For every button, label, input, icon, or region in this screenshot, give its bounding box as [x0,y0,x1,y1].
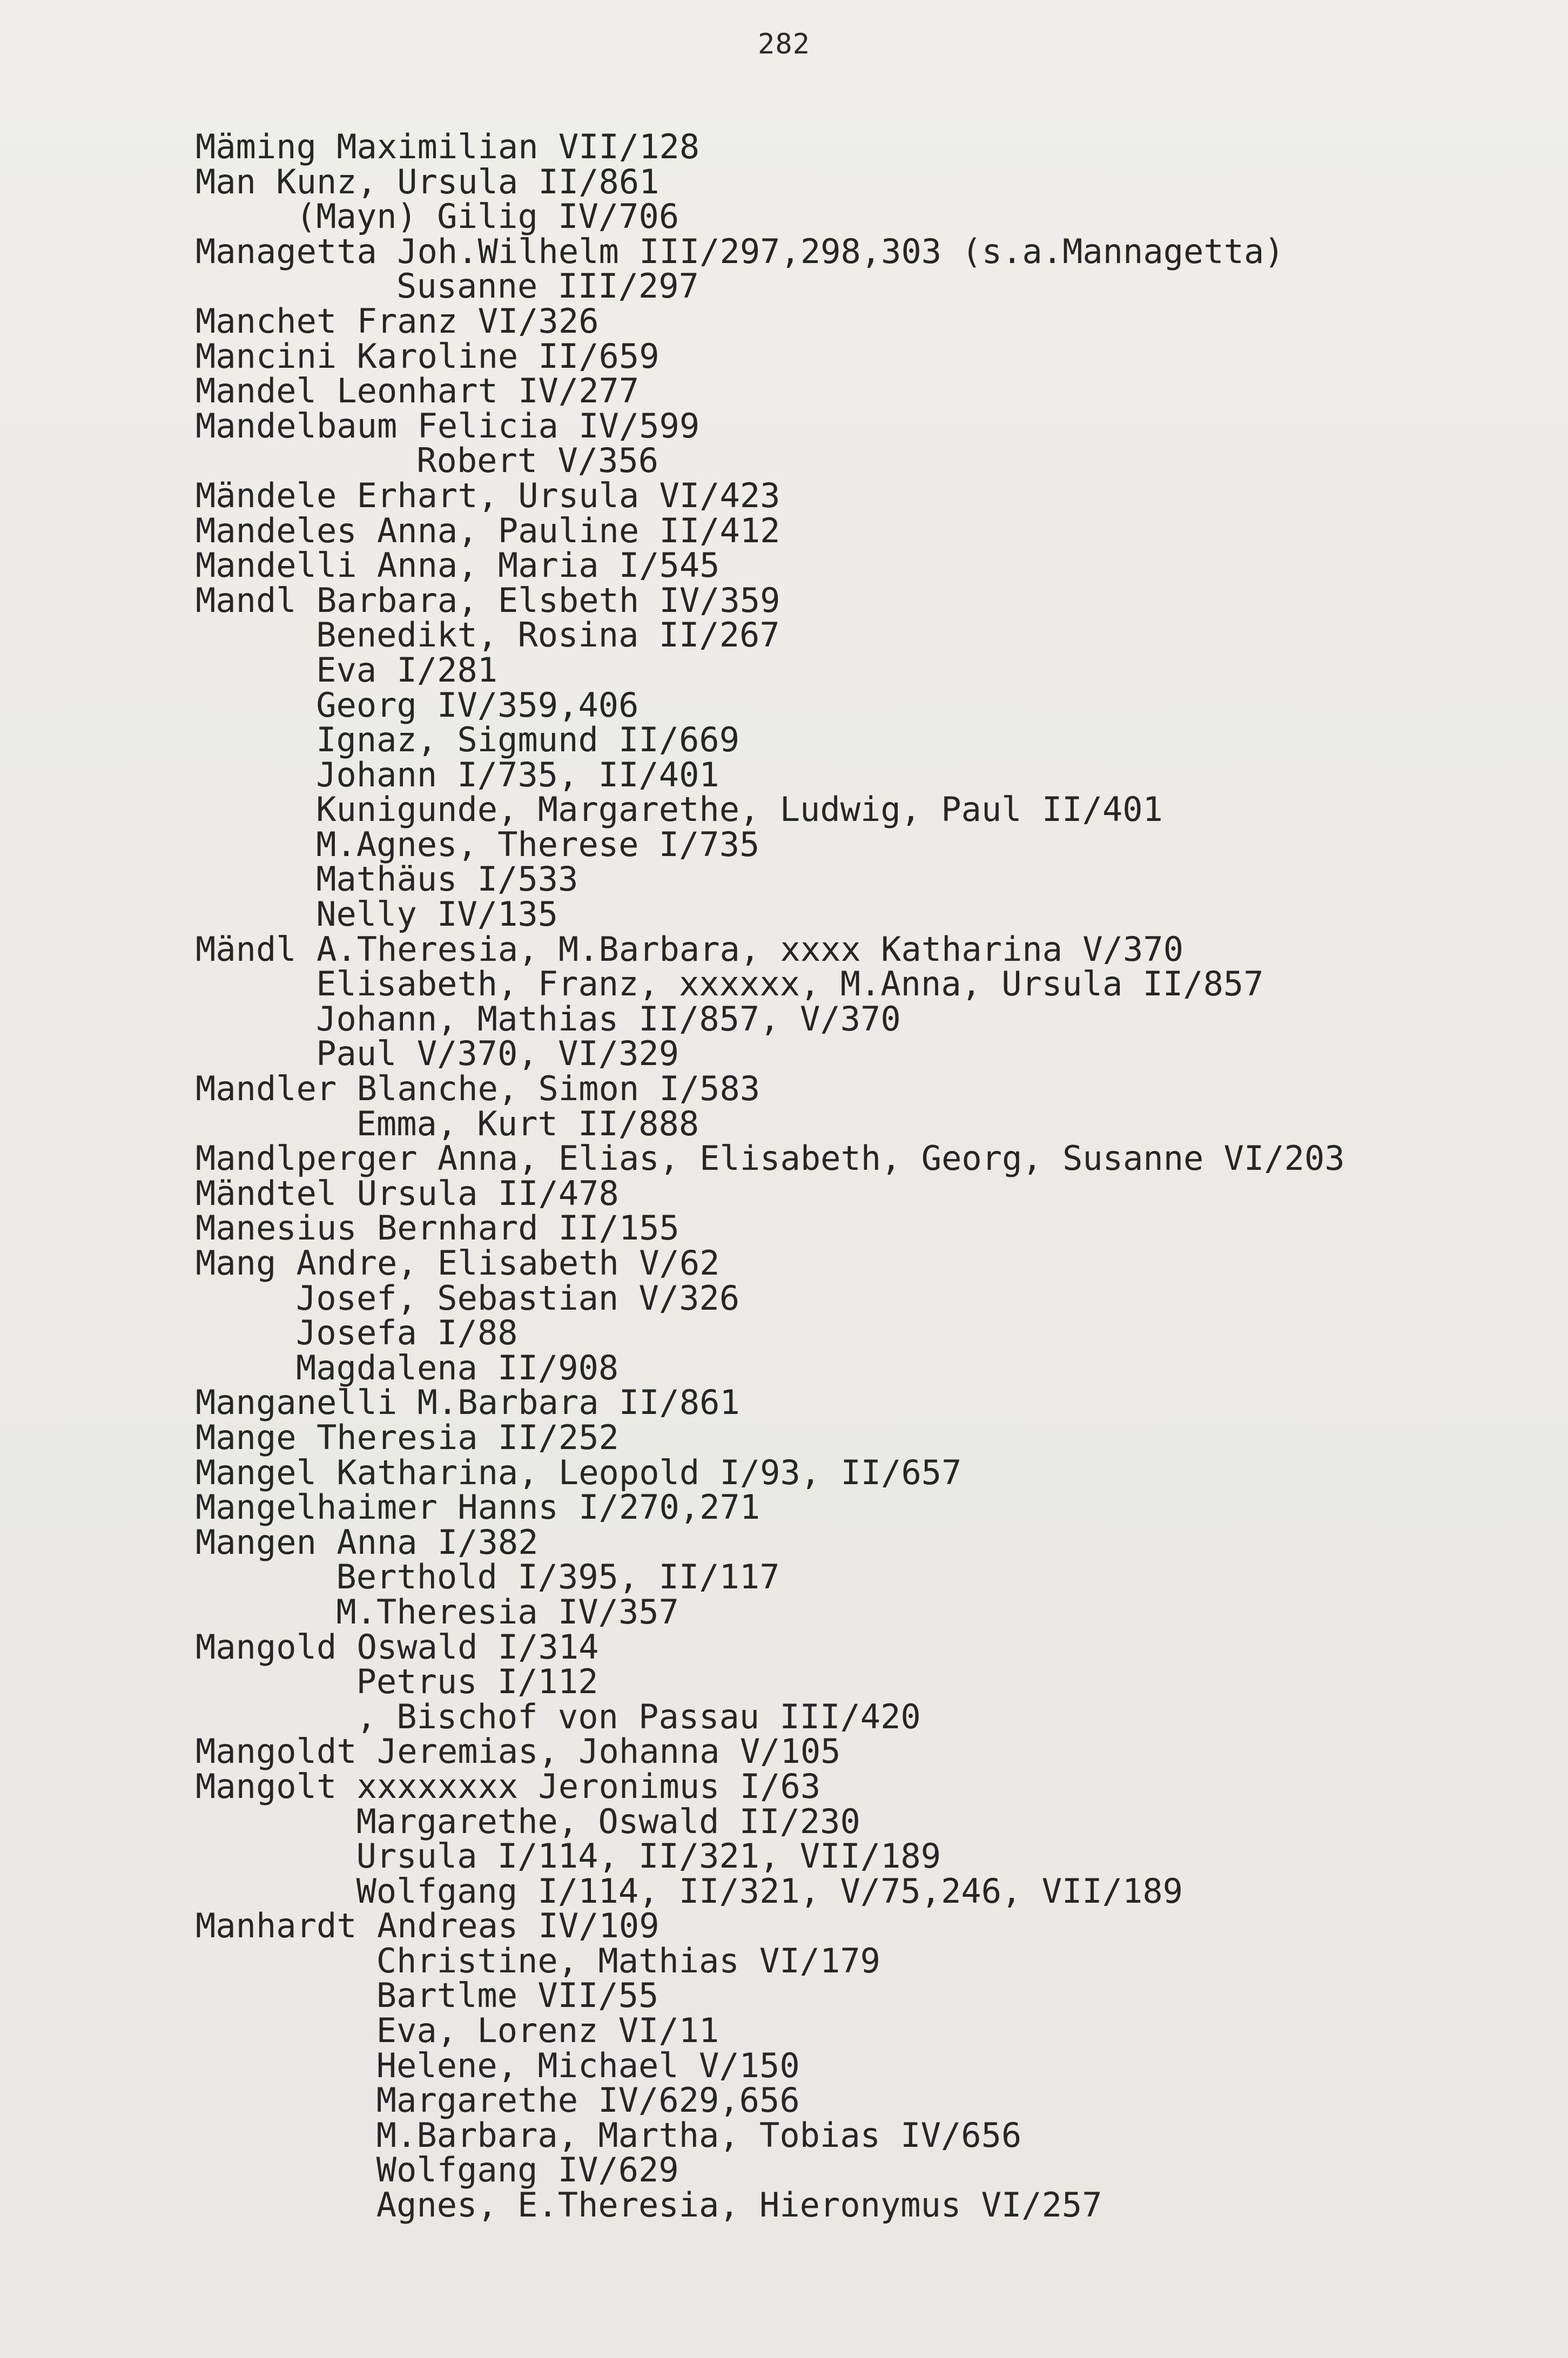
index-entry: Mandlperger Anna, Elias, Elisabeth, Georg, Susanne VI/203 [196,1138,1345,1178]
index-subentry: Benedikt, Rosina II/267 [316,615,780,655]
index-subentry: , Bischof von Passau III/420 [356,1696,921,1736]
page-number: 282 [758,28,810,60]
index-entry: Mancini Karoline II/659 [196,336,659,376]
index-entry: Manhardt Andreas IV/109 [196,1906,659,1946]
index-entry: Mändtel Ursula II/478 [196,1173,619,1213]
index-entry: Mange Theresia II/252 [196,1417,619,1457]
index-entry: Managetta Joh.Wilhelm III/297,298,303 (s.a.Mannagetta) [196,231,1284,271]
index-entry: Manesius Bernhard II/155 [196,1208,679,1248]
index-subentry: M.Agnes, Therese I/735 [316,824,760,864]
index-entry: Mändl A.Theresia, M.Barbara, xxxx Katharina V/370 [196,929,1184,969]
index-subentry: Ignaz, Sigmund II/669 [316,720,740,760]
index-subentry: Susanne III/297 [396,266,699,306]
index-subentry: M.Theresia IV/357 [336,1592,679,1632]
index-entry: Man Kunz, Ursula II/861 [196,161,659,201]
index-subentry: Bartlme VII/55 [376,1976,659,2016]
index-entry: Mangen Anna I/382 [196,1522,539,1562]
index-entry: Mandelli Anna, Maria I/545 [196,545,720,585]
index-subentry: Margarethe IV/629,656 [376,2080,800,2120]
index-subentry: Wolfgang IV/629 [376,2150,679,2190]
index-subentry: Paul V/370, VI/329 [316,1034,679,1074]
index-subentry: Josef, Sebastian V/326 [296,1278,740,1318]
index-subentry: Petrus I/112 [356,1662,598,1702]
index-entry: Mandl Barbara, Elsbeth IV/359 [196,580,780,620]
index-subentry: Mathäus I/533 [316,859,578,899]
index-subentry: Agnes, E.Theresia, Hieronymus VI/257 [376,2185,1102,2225]
index-subentry: Wolfgang I/114, II/321, V/75,246, VII/189 [356,1871,1183,1911]
index-entry: Manchet Franz VI/326 [196,301,599,341]
index-entry: Mäming Maximilian VII/128 [196,127,700,166]
index-entry: Mangold Oswald I/314 [196,1627,599,1667]
index-subentry: Berthold I/395, II/117 [336,1557,780,1597]
index-entry: Mangel Katharina, Leopold I/93, II/657 [196,1452,962,1492]
index-subentry: Nelly IV/135 [316,894,558,934]
index-subentry: Georg IV/359,406 [316,685,639,725]
index-entry: Manganelli M.Barbara II/861 [196,1383,740,1423]
index-entry: Mandelbaum Felicia IV/599 [196,406,700,446]
index-subentry: M.Barbara, Martha, Tobias IV/656 [376,2115,1022,2155]
index-subentry: Christine, Mathias VI/179 [376,1941,880,1980]
index-entry: Mändele Erhart, Ursula VI/423 [196,475,780,515]
index-entry: Mangoldt Jeremias, Johanna V/105 [196,1732,841,1771]
index-subentry: Emma, Kurt II/888 [356,1103,699,1143]
index-subentry: Magdalena II/908 [296,1348,619,1387]
index-subentry: Ursula I/114, II/321, VII/189 [356,1836,941,1876]
index-entry: Mangolt xxxxxxxx Jeronimus I/63 [196,1766,821,1806]
index-entry: Mandler Blanche, Simon I/583 [196,1069,761,1109]
index-subentry: Kunigunde, Margarethe, Ludwig, Paul II/401 [316,790,1163,830]
name-index-list [196,127,1535,2225]
index-subentry: Margarethe, Oswald II/230 [356,1801,860,1841]
index-entry: Mandeles Anna, Pauline II/412 [196,510,780,550]
index-subentry: Eva, Lorenz VI/11 [376,2011,719,2051]
index-subentry: Helene, Michael V/150 [376,2045,800,2085]
index-subentry: Eva I/281 [316,650,498,690]
index-subentry: Robert V/356 [416,441,659,481]
index-subentry: (Mayn) Gilig IV/706 [296,197,679,237]
index-entry: Mang Andre, Elisabeth V/62 [196,1243,720,1283]
index-subentry: Elisabeth, Franz, xxxxxx, M.Anna, Ursula II/857 [316,964,1264,1004]
index-subentry: Johann, Mathias II/857, V/370 [316,999,901,1039]
index-entry: Mandel Leonhart IV/277 [196,371,640,411]
index-subentry: Josefa I/88 [296,1313,518,1353]
index-subentry: Johann I/735, II/401 [316,754,719,794]
index-entry: Mangelhaimer Hanns I/270,271 [196,1487,761,1527]
